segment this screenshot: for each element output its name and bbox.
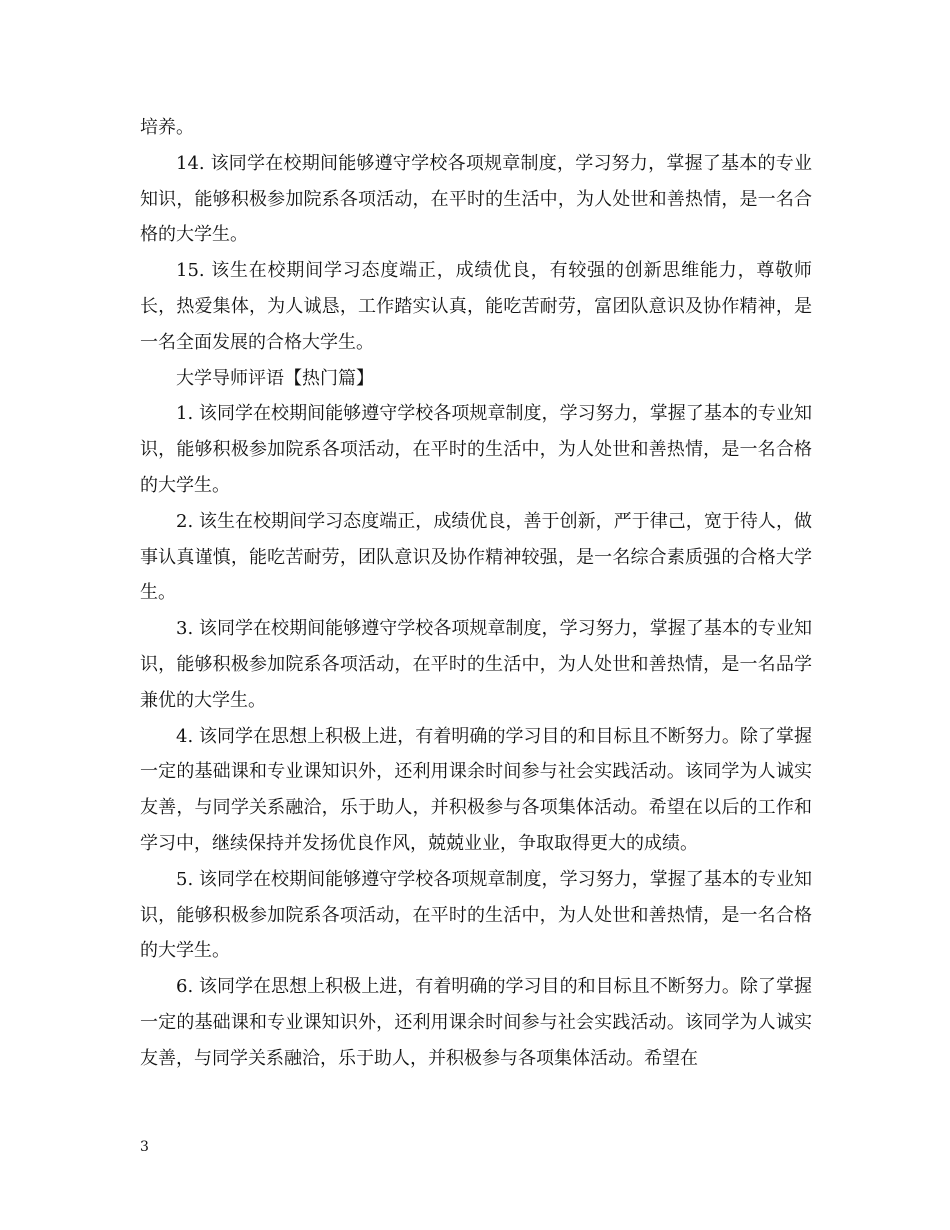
paragraph-continued: 培养。 [140,117,194,138]
paragraph-item-6: 6. 该同学在思想上积极上进，有着明确的学习目的和目标且不断努力。除了掌握一定的基础课和专业课知识外，还利用课余时间参与社会实践活动。该同学为人诚实友善，与同学关系融洽，乐于助人，并积极参与各项集体活动。希望在 [140,976,812,1069]
paragraph-item-2: 2. 该生在校期间学习态度端正，成绩优良，善于创新，严于律己，宽于待人，做事认真谨慎，能吃苦耐劳，团队意识及协作精神较强，是一名综合素质强的合格大学生。 [140,510,812,604]
page-number: 3 [140,1139,149,1155]
paragraph-item-14: 14. 该同学在校期间能够遵守学校各项规章制度，学习努力，掌握了基本的专业知识，能够积极参加院系各项活动，在平时的生活中，为人处世和善热情，是一名合格的大学生。 [140,152,812,246]
paragraph-item-5: 5. 该同学在校期间能够遵守学校各项规章制度，学习努力，掌握了基本的专业知识，能够积极参加院系各项活动，在平时的生活中，为人处世和善热情，是一名合格的大学生。 [140,868,812,962]
paragraph-item-15: 15. 该生在校期间学习态度端正，成绩优良，有较强的创新思维能力，尊敬师长，热爱集体，为人诚恳，工作踏实认真，能吃苦耐劳，富团队意识及协作精神，是一名全面发展的合格大学生。 [140,260,812,353]
paragraph-item-4: 4. 该同学在思想上积极上进，有着明确的学习目的和目标且不断努力。除了掌握一定的基础课和专业课知识外，还利用课余时间参与社会实践活动。该同学为人诚实友善，与同学关系融洽，乐于助人，并积极参与各项集体活动。希望在以后的工作和学习中，继续保持并发扬优良作风，兢兢业业，争取取得更大的成绩。 [140,725,812,854]
document-body [140,110,812,1077]
paragraph-item-1: 1. 该同学在校期间能够遵守学校各项规章制度，学习努力，掌握了基本的专业知识，能够积极参加院系各项活动，在平时的生活中，为人处世和善热情，是一名合格的大学生。 [140,403,812,496]
paragraph-item-3: 3. 该同学在校期间能够遵守学校各项规章制度，学习努力，掌握了基本的专业知识，能够积极参加院系各项活动，在平时的生活中，为人处世和善热情，是一名品学兼优的大学生。 [140,618,812,711]
section-heading: 大学导师评语【热门篇】 [176,367,374,389]
